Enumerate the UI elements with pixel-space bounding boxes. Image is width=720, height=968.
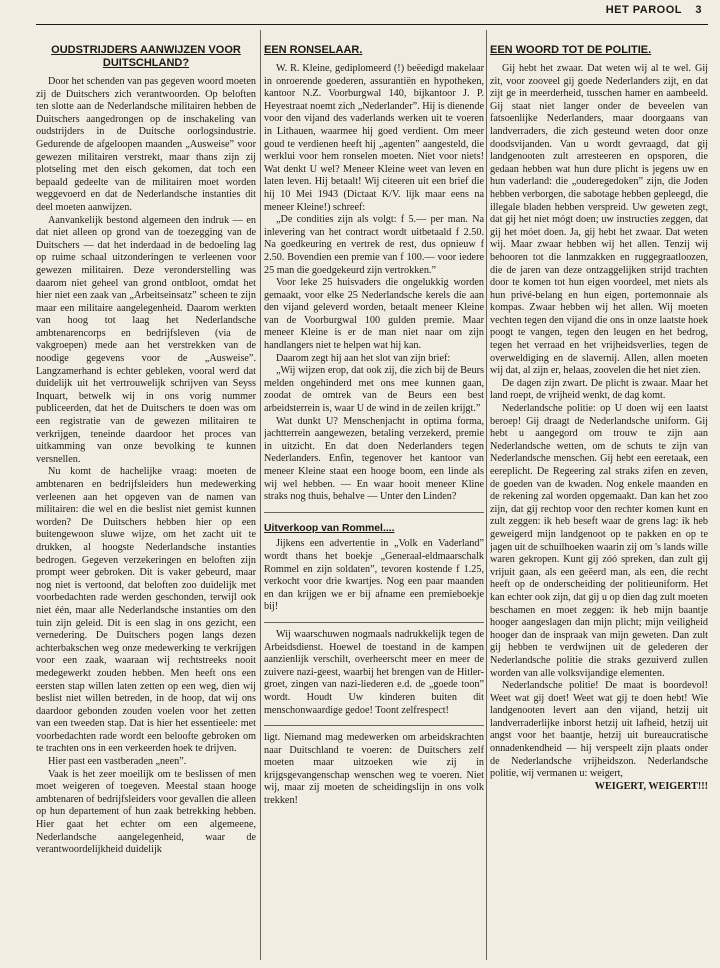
column-middle	[264, 30, 484, 964]
quote-paragraph: „De condities zijn als volgt: f 5.— per man. Na inlevering van het contract wordt uitbetaald f 2.50. Na goedkeuring en vertrek de rest, dus opnieuw f 2.50. Bovendien een premie van f 100.— voor iedere 25 man die goedgekeurd zijn vertrokken.”	[264, 214, 484, 276]
page-number: 3	[695, 4, 702, 16]
column-divider	[486, 30, 487, 960]
closing-line: WEIGERT, WEIGERT!!!	[594, 780, 708, 792]
publication-name: HET PAROOL	[605, 4, 682, 16]
paragraph: De dagen zijn zwart. De plicht is zwaar. Maar het land roept, de vrijheid wenkt, de dag komt.	[490, 377, 708, 402]
article-headline: EEN WOORD TOT DE POLITIE.	[490, 44, 652, 56]
paragraph: Nederlandsche politie: op U doen wij een laatst beroep! Gij draagt de Nederlandsche uniform. Gij hebt u aangegord om trouw te zijn aan Nederlandsche wetten, om de schuts te zijn van Nederlandsche menschen. Gij hebt een eeretaak, een eereplicht. De Regeering zal straks zifen en zeven, de goeden van de kwaden. Nog enkele maanden en de rekening zal worden opgemaakt. Dan kan het zoo zijn, dat gij rechtop voor den rechter komen kunt en zult zeggen: ik heb beseft waar de grens lag: ik heb geweigerd mijn landgenoot op te pakken en op te jagen uit de schuilhoeken waarin zij om 's lands wille waren gekropen. Kunt gij zóó spreken, dan zult gij vrijuit gaan, als een geëerd man, als een, die recht heeft op de onderscheiding der politieuniform. Het kan echter ook zijn, dat gij u op dien dag zult moeten beschamen en moet zeggen: ik heb mijn baantje hooger aangeslagen dan mijn plicht; mijn veiligheid hooger dan de inspraak van mijn geweten. Dan zult gij hebben te verdwijnen uit de gelederen der Nederlandsche politie die straks gezuiverd zullen worden van alle volksvijandige elementen.	[490, 403, 708, 679]
paragraph: Door het schenden van pas gegeven woord moeten zij de Duitschers zich verantwoorden. Op beloften ten slotte aan de Nederlandsche militairen hebben de Duitschers aangedrongen op de inschakeling van oudstrijders in de Duitsche oorlogsindustrie. Gedurende de afgeloopen maanden „Ausweise” voor gewezen militairen verstrekt, maar thans zijn zij plotseling met den eisch gekomen, dat toch een bepaald gedeelte van de militairen moet worden weggevoerd en dat de Nederlandsche instanties dit deel moeten aanwijzen.	[36, 76, 256, 213]
paragraph: Nederlandsche politie! De maat is boordevol! Weet wat gij doet! Weet wat gij te doen hebt! Wie landgenooten levert aan den vijand, hetzij uit landverraderlijke inborst hetzij uit lafheid, hetzij uit angst voor het baantje, hetzij uit bureaucratische onnadenkendheid — hij verspeelt zijn plaats onder de Nederlandsche vrijheidszon. Nederlandsche politie, wij vermanen u: weigert,	[490, 680, 708, 780]
section-rule	[264, 512, 484, 513]
article-headline: EEN RONSELAAR.	[264, 44, 363, 56]
paragraph: Vaak is het zeer moeilijk om te beslissen of men moet weigeren of toegeven. Meestal staan hooge ambtenaren of bedrijfsleiders voor gevallen die alleen op hun departement of hun zaak betrekking hebben. Hier gaat het echter om een algemeene, Nederlandsche aangelegenheid, waar de verantwoordelijkheid duidelijk	[36, 768, 256, 856]
paragraph: Aanvankelijk bestond algemeen den indruk — en dat niet alleen op grond van de toezegging van de Duitschers — dat het inderdaad in de bedoeling lag op ruime schaal uitzonderingen te verleenen voor gewezen militairen. Deze veronderstelling was daarom niet geheel van grond ontbloot, omdat het hier niet een zaak van „Arbeitseinsatz” scheen te zijn maar een militaire aangelegenheid. Daarom werkten van hoog tot laag het Nederlandsche ambtenarencorps en bedrijfsleven (via de vakgroepen) mede aan het verstrekken van de noodige gegevens voor de „Ausweise”. Langzamerhand is echter gebleken, vooral werd dat duidelijk uit het vertrouwelijk schrijven van Seyss Inquart, betwelk wij in ons vorig nummer publiceerden, dat het de Duitschers te doen was om een registratie van de gewezen militairen te verkrijgen, teneinde daardoor het proces van uitkamming van onze bevolking te kunnen versnellen.	[36, 214, 256, 465]
paragraph: Jijkens een advertentie in „Volk en Vaderland” wordt thans het boekje „Generaal-eldmaarschalk Rommel en zijn soldaten”, tevoren kostende f 1.25, verkocht voor drie kwartjes. Nog een paar maanden en dan krijgen we er bij afname een premieboekje bij!	[264, 538, 484, 613]
paragraph: W. R. Kleine, gediplomeerd (!) beëedigd makelaar in onroerende goederen, assurantiën en hypotheken, kantoor N.Z. Voorburgwal 140, bijkantoor J. P. Heyestraat noemt zich „Nederlander”. Hij is dienende voor den vijand des vaderlands werken uit te voeren in Lithauen, waarmee hij goed verdient. Om meer goud te verdienen heeft hij „agenten” aangesteld, die werklui voor hem ronselen moeten. Niet voor niets! Wat denkt U wel? Meneer Kleine weet van leven en laten leven. Hij betaalt! Wij citeeren uit een brief die hij 10 Mei 1943 (Dictaat K/V. lijk maar eens na meneer Kleine!) schreef:	[264, 63, 484, 213]
column-left	[36, 30, 256, 964]
paragraph: Gij hebt het zwaar. Dat weten wij al te wel. Gij zit, voor zooveel gij goede Nederlanders zijt, en dat zijt ge in meerderheid, tusschen hamer en aambeeld. Gij staat niet langer onder de beveelen van fatsoenlijke Nederlanders, maar doorgaans van landverraders, die zich gesteund weten door onze doodsvijanden. Van u wordt gevraagd, dat gij landgenooten zult arresteeren en opsporen, die gedaan hebben wat hun dure plicht is jegens uw en hun vaderland: die „ouderegedoken” zijn, die Joden hebben verborgen, die sabotage hebben gepleegd, die illegale bladen hebben verspreid. Uw geweten zegt, dat gij het niet mógt doen; uw instructies zeggen, dat gij het móet doen. Ja, gij hebt het zwaar. Dat weten wij. Maar zwaar hebben wij het allen. Tenzij wij behooren tot die lanmzakken en ruggegraatloozen, die de jaren van deze ontzaggelijken strijd trachten door te komen tot hun eigen voordeel, met niets als hun privé-belang en hun eigen, portemonnaie als kompas. Zwaar hebben wij het allen. Wij moeten vechten tegen den vijand die ons in onze laatste hoek poogt te vangen, tegen den leugen en het bedrog, tegen het verraad en het vrijheidsverlies, tegen de overweldiging en de slavernij. Allen, allen moeten wij dat, al zijn er, helaas, zoovelen die het niet zien.	[490, 63, 708, 377]
header-rule	[36, 24, 708, 25]
section-rule	[264, 622, 484, 623]
paragraph: Wat dunkt U? Menschenjacht in optima forma, jachtterrein aangewezen, betaling verzekerd, premie in uitzicht. En dat doen Nederlanders tegen Nederlanders. Enfin, tegenover het kantoor van meneer Kleine staat een hooge boom, een linde als wij wel hebben. — En waar hooit meneer Kline straks nog thuis, behalve — Unter den Linden?	[264, 415, 484, 503]
sub-headline: Uitverkoop van Rommel....	[264, 522, 395, 534]
masthead	[606, 4, 702, 16]
paragraph: Wij waarschuwen nogmaals nadrukkelijk tegen de Arbeidsdienst. Hoewel de toestand in de kampen aanzienlijk verschilt, overheerscht meer en meer de zuivere nazi-geest, waarbij het brengen van de Hitler-groet, zingen van nazi-liederen e.d. de „goede toon” wordt. Houdt Uw kinderen buiten dit menschonwaardige gedoe! Toont zelfrespect!	[264, 628, 484, 716]
quote-paragraph: „Wij wijzen erop, dat ook zij, die zich bij de Beurs melden ongehinderd met ons mee kunnen gaan, zoodat de omtrek van de Beurs een best arbeidsterrein is, waar U de wind in de zeilen krijgt.”	[264, 365, 484, 415]
paragraph: ligt. Niemand mag medewerken om arbeidskrachten naar Duitschland te voeren: de Duitschers zelf moeten maar uitzoeken wie zij in krijgsgevangenschap wenschen weg te voeren. Niet wij, maar zij moeten de scheidingslijn in ons volk trekken!	[264, 732, 484, 807]
column-right	[490, 30, 708, 964]
column-divider	[260, 30, 261, 960]
paragraph: Daarom zegt hij aan het slot van zijn brief:	[276, 352, 451, 364]
newspaper-page	[14, 0, 708, 968]
article-headline: OUDSTRIJDERS AANWIJZEN VOOR DUITSCHLAND?	[51, 44, 241, 69]
paragraph: Hier past een vastberaden „neen”.	[48, 756, 187, 768]
paragraph: Nu komt de hachelijke vraag: moeten de ambtenaren en bedrijfsleiders hun medewerking verleenen aan het opgeven van de namen van militairen: die wel en die beslist niet gemist kunnen worden? De Duitschers hebben hier op een buitengewoon sluwe wijze, om het zacht uit te drukken, al hoogste Nederlandsche instanties bedrogen. Gegeven verzekeringen en beloften zijn prompt weer gebroken. Dit is vaker gebeurd, maar nog niet is vertoond, dat beloften zoo duidelijk met voorbedachten rade werden geschonden, terwijl ook niet één, maar alle Nederlandsche instanties om den tuin zijn geleid. Dit is een slag in ons gezicht, een vernedering. De Duitschers pogen langs dezen achterbakschen weg onze medewerking te verkrijgen voor een zaak, waaraan wij rechtstreeks nooit medegewerkt zouden hebben. Men heeft ons een eersten stap willen laten zetten op een weg, dien wij beslist niet willen betreden, in de hoop, dat wij ons daardoor gebonden zouden voelen voor het zetten van een tweeden stap. Dat is hier het essentieele: met voorbedachten rade wordt een beloofte gebroken om te trachten ons in een verkeerden hoek te drijven.	[36, 466, 256, 755]
section-rule	[264, 725, 484, 726]
paragraph: Voor leke 25 huisvaders die ongelukkig worden gemaakt, voor elke 25 Nederlandsche kerels die aan den vijand geleverd worden, betaalt meneer Kleine van de Voorburgwal 100 gulden premie. Maar meneer Kleine is er de man niet naar om zijn handlangers niet te helpen wat hij kan.	[264, 277, 484, 352]
